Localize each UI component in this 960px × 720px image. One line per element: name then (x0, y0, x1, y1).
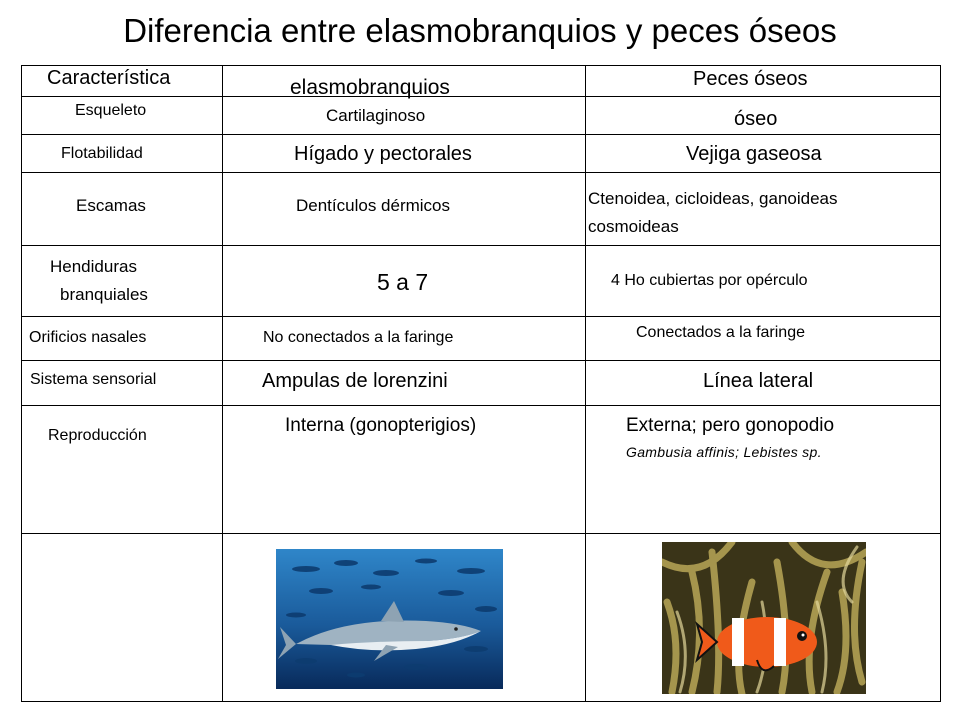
row-divider (21, 405, 941, 406)
table-border-top (21, 65, 941, 66)
bony-nostrils: Conectados a la faringe (636, 324, 805, 341)
elasmo-reproduction: Interna (gonopterigios) (285, 415, 477, 436)
feature-reproduction: Reproducción (48, 427, 147, 444)
bony-buoyancy: Vejiga gaseosa (686, 143, 822, 165)
table-border-left (21, 65, 22, 702)
column-divider (222, 65, 223, 702)
feature-gill-slits-line2: branquiales (60, 285, 148, 304)
page-title: Diferencia entre elasmobranquios y peces óseos (123, 12, 837, 49)
feature-scales: Escamas (76, 196, 146, 215)
header-characteristic: Característica (47, 67, 171, 89)
elasmo-gill-slits: 5 a 7 (377, 269, 429, 295)
feature-skeleton: Esqueleto (75, 102, 147, 119)
bony-scales-line1: Ctenoidea, cicloideas, ganoideas (588, 189, 838, 208)
row-divider (21, 533, 941, 534)
shark-photo (276, 549, 503, 689)
elasmo-buoyancy: Hígado y pectorales (294, 143, 472, 165)
column-divider (585, 65, 586, 702)
elasmo-nostrils: No conectados a la faringe (263, 329, 454, 346)
bony-sensory: Línea lateral (703, 370, 814, 392)
shark-illustration (276, 549, 503, 689)
bony-scales-line2: cosmoideas (588, 217, 679, 236)
row-divider (21, 172, 941, 173)
bony-reproduction-examples: Gambusia affinis; Lebistes sp. (626, 444, 822, 460)
elasmo-sensory: Ampulas de lorenzini (262, 370, 448, 392)
feature-gill-slits-line1: Hendiduras (50, 257, 137, 276)
clownfish-photo (662, 542, 866, 694)
row-divider (21, 245, 941, 246)
row-divider (21, 360, 941, 361)
feature-sensory: Sistema sensorial (30, 371, 157, 388)
bony-skeleton: óseo (734, 108, 778, 130)
bony-gill-slits: 4 Ho cubiertas por opérculo (611, 272, 808, 289)
elasmo-skeleton: Cartilaginoso (326, 106, 426, 125)
table-border-right (940, 65, 941, 702)
feature-buoyancy: Flotabilidad (61, 145, 143, 162)
clownfish-illustration (662, 542, 866, 694)
table-border-bottom (21, 701, 941, 702)
row-divider (21, 316, 941, 317)
header-elasmobranchs: elasmobranquios (290, 76, 450, 99)
header-bony-fish: Peces óseos (693, 68, 808, 90)
elasmo-scales: Dentículos dérmicos (296, 196, 451, 215)
row-divider (21, 96, 941, 97)
feature-nostrils: Orificios nasales (29, 329, 147, 346)
bony-reproduction: Externa; pero gonopodio (626, 415, 835, 436)
row-divider (21, 134, 941, 135)
